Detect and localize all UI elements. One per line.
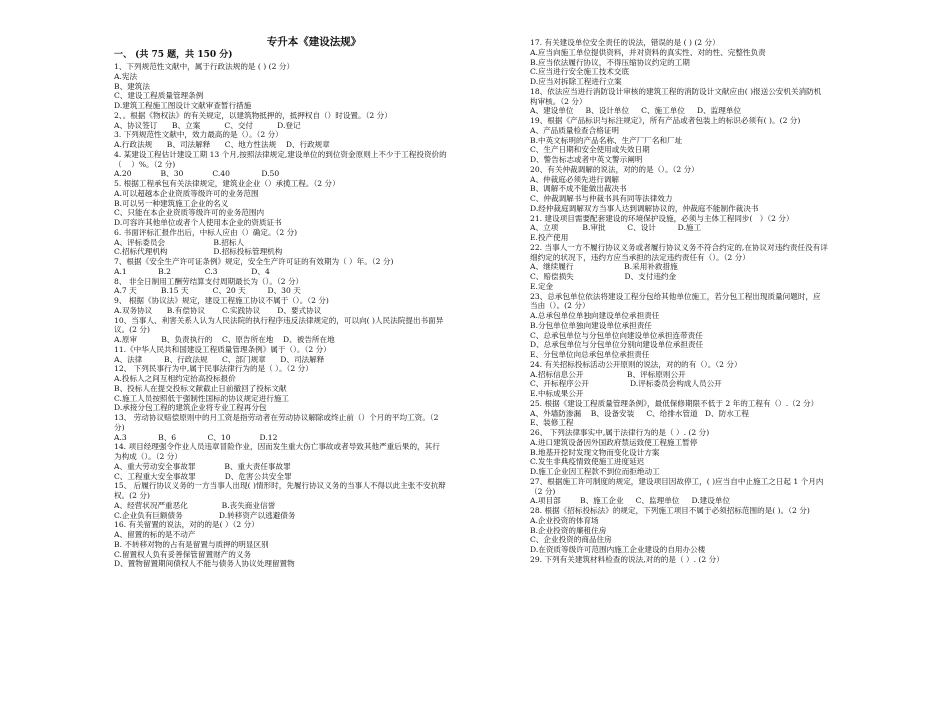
question-line: 构审核。（2 分）	[530, 96, 587, 106]
question-line: A.总承包单位单独向建设单位承担责任	[530, 311, 660, 320]
question-line: C、生产日期和安全使用或失效日期	[530, 145, 650, 155]
question-line: A.原审 B、负责执行的 C、原告所在地 D、被告所在地	[114, 335, 335, 344]
left-column	[114, 36, 514, 569]
question-line: B、调解不成不能做出裁决书	[530, 184, 627, 194]
question-line: 11.《中华人民共和国建设工程质量管理条例》属于（）。（2 分）	[114, 344, 331, 354]
question-line: C.招标代理机构 D.招标投标管理机构	[114, 247, 283, 257]
question-line: C.留置权人负有妥善保管留置财产的义务	[114, 549, 252, 559]
question-line: D.经仲裁庭调解双方当事人达到调解协议的，仲裁庭不能制作裁决书	[530, 203, 759, 213]
question-line: D.应当对拆除工程进行立案	[530, 77, 622, 86]
question-line: D.承接分包工程的建筑企业将专业工程再分包	[114, 403, 267, 413]
question-line: 8、 非全日制用工酬劳结算支付周期最长为（）。（2 分）	[114, 276, 304, 286]
question-line: C.应当进行安全施工技术交底	[530, 67, 630, 77]
question-line: 6. 书面评标汇报作出后，中标人应由（）确定。（2 分)	[114, 227, 298, 237]
question-line: B.中英文标明的产品名称、生产厂厂名和厂址	[530, 135, 683, 145]
question-line: 17. 有关建设单位安全责任的说法，错误的是 ( ) (2 分）	[530, 38, 720, 47]
question-line: D.在资质等级许可范围内施工企业建设的自用办公楼	[530, 545, 706, 554]
question-line: A、留置的标的是不动产	[114, 530, 196, 539]
question-line: 7、根据《安全生产许可证条例》规定，安全生产许可证的有效期为（ ）年。（2 分)	[114, 257, 394, 266]
question-line: C、建设工程质量管理条例	[114, 91, 204, 101]
question-line: C、开标程序公开 D.评标委员会构成人员公开	[530, 379, 722, 389]
question-line: A、重大劳动安全事故罪 B、重大责任事故罪	[114, 461, 291, 471]
question-line: C、仲裁调解书与仲裁书具有同等法律效力	[530, 194, 673, 203]
question-line: A、法律 B、行政法规 C、部门规章 D、司法解释	[114, 354, 325, 364]
right-column	[530, 38, 928, 565]
question-line: E.定金	[530, 281, 554, 291]
question-line: B.分包单位单独向建设单位承担责任	[530, 320, 652, 330]
question-line: 25. 根据《建设工程质量管理条例》，最低保修期限不低于 2 年的工程有（）.（2 分）	[530, 398, 819, 408]
right-question-list	[530, 38, 928, 565]
question-line: 24. 有关招标投标活动公开原则的说法，对的的有（）。（2 分）	[530, 359, 742, 369]
question-line: 19、根据《产品标识与标注规定》，所有产品或者包装上的标识必须有( )。(2 分)	[530, 116, 801, 125]
question-line: C.发生非典疫情致使施工进度延迟	[530, 457, 645, 467]
question-line: A.3 B、6 C、10 D.12	[114, 432, 278, 442]
question-line: 2、。根据《物权法》的有关规定，以建筑物抵押的，抵押权自（）时设置。（2 分）	[114, 110, 392, 120]
question-line: 29. 下列有关建筑材料检查的说法,对的的是（ ）. (2 分）	[530, 554, 724, 564]
question-line: E.投产使用	[530, 233, 569, 242]
question-line: 16. 有关留置的说法，对的的是( ）（2 分）	[114, 520, 259, 530]
question-line: 权。(2 分)	[114, 491, 150, 500]
question-line: D、总承包单位与分包单位分别向建设单位承担责任	[530, 340, 704, 350]
question-line: A、仲裁庭必须先进行调解	[530, 174, 620, 184]
section-heading: 一、 (共 75 题，共 150 分)	[114, 50, 233, 60]
question-line: 10、当事人、利害关系人认为人民法院的执行程序违反法律规定的，可以向( )人民法院提出书面异	[114, 315, 444, 325]
question-line: A.1 B.2 C.3 D、4	[114, 266, 270, 276]
question-line: B.可以另一种建筑施工企业的名义	[114, 198, 229, 208]
question-line: B、建筑法	[114, 81, 150, 91]
question-line: E、分包单位向总承包单位承担责任	[530, 350, 650, 359]
question-line: B.地基开挖时发现文物而变化设计方案	[530, 447, 660, 457]
question-line: A、协议签订 B、立案 C、交付 D.登记	[114, 120, 301, 130]
question-line: 15、 后履行协议义务的一方当事人出现( )情形时，先履行协议义务的当事人不得以此主张不安抗辩	[114, 481, 446, 491]
question-line: 27、根据施工许可制度的规定，建设项目因故停工，( )应当自中止施工之日起 1 个月内	[530, 476, 824, 486]
question-line: 细约定的状况下，违约方应当承担的法定违约责任有（）。（2 分）	[530, 252, 750, 262]
question-line: A.企业投资的体育场	[530, 515, 599, 525]
left-question-list	[114, 62, 514, 569]
question-line: 14. 项目经理强令作业人员违章冒险作业，因而发生重大伤亡事故或者导致其他严重后果的，其行	[114, 442, 440, 452]
question-line: A.20 B、30 C.40 D.50	[114, 169, 280, 179]
question-line: 4. 某建设工程估计建设工期 13 个月,按照法律规定,建设单位的到位资金原则上不少于工程投资价的	[114, 149, 447, 159]
question-line: A、外墙防渗漏 B、设备安装 C、给排水管道 D、防水工程	[530, 408, 749, 418]
question-line: C、赔偿损失 D、支付违约金	[530, 272, 677, 281]
question-line: 26、 下列法律事实中,属于法律行为的是（ ）. (2 分)	[530, 428, 710, 437]
question-line: A.应当向施工单位提供资料，并对资料的真实性、对的性、完整性负责	[530, 47, 766, 57]
question-line: 28. 根据《招标投标法》的规定，下列施工项目不属于必须招标范围的是( )。（2 分)	[530, 506, 810, 515]
question-line: A、建设单位 B、设计单位 C、施工单位 D、监理单位	[530, 106, 742, 116]
question-line: 13、 劳动协议赔偿原则中的月工资是指劳动者在劳动协议解除或终止前（）个月的平均工资。（2	[114, 413, 439, 422]
question-line: 9、 根据《协议法》规定，建设工程施工协议不属于（）。（2 分)	[114, 296, 329, 305]
question-line: A.宪法	[114, 71, 138, 81]
question-line: B.应当依法履行协议，不得压缩协议约定的工期	[530, 57, 690, 67]
question-line: D.建筑工程施工图设计文献审查暂行措施	[114, 101, 252, 110]
question-line: 23、总承包单位依法将建设工程分包给其他单位施工，若分包工程出现质量问题时，应	[530, 291, 821, 301]
question-line: A.双务协议 B.有偿协议 C.实践协议 D、要式协议	[114, 305, 322, 315]
question-line: D、警告标志或者中英文警示阐明	[530, 155, 643, 164]
question-line: E.中标成果公开	[530, 389, 584, 398]
question-line: A、经营状况严重恶化 B.丧失商业信誉	[114, 500, 276, 510]
question-line: A.招标信息公开 B、评标原则公开	[530, 369, 686, 379]
question-line: A.行政法规 B、司法解释 C、地方性法规 D、行政规章	[114, 140, 330, 149]
question-line: 21. 建设项目需要配套建设的环境保护设施，必须与主体工程同步( ）（2 分）	[530, 213, 794, 223]
question-line: C.施工人员按照低于强制性国标的协议规定进行施工	[114, 393, 290, 403]
question-line: C、只能在本企业资质等级许可的业务范围内	[114, 208, 265, 218]
question-line: B.企业投资的廉租住房	[530, 525, 607, 535]
question-line: A、继续履行 B.采用补救措施	[530, 262, 678, 272]
question-line: 3. 下列规范性文献中，效力最高的是（）。（2 分）	[114, 130, 283, 140]
question-line: C、总承包单位与分包单位向建设单位承担连带责任	[530, 330, 703, 340]
question-line: 为构成（）。（2 分）	[114, 452, 182, 461]
question-line: 当由（）。(2 分）	[530, 301, 590, 311]
question-line: A.项目部 B、施工企业 C、监理单位 D.建设单位	[530, 496, 731, 506]
question-line: （ ）%。（2 分)	[114, 159, 176, 169]
question-line: 5. 根据工程承包有关法律规定，建筑业企业（）承揽工程。（2 分）	[114, 179, 340, 188]
question-line: A.投标人之间互相约定抬高投标报价	[114, 374, 236, 383]
question-line: A、产品质量检查合格证明	[530, 125, 620, 135]
question-line: 20、有关仲裁调解的说法，对的的是（）。（2 分）	[530, 164, 699, 174]
question-line: 18、依法应当进行消防设计审核的建筑工程的消防设计文献应由( )报送公安机关消防机	[530, 86, 822, 96]
question-line: D.可容许其他单位或者个人使用本企业的资质证书	[114, 218, 282, 227]
question-line: D、置物留置期间债权人不能与债务人协议处理留置物	[114, 559, 295, 569]
question-line: （2 分)	[530, 486, 556, 496]
question-line: A.可以超越本企业资质等级许可的业务范围	[114, 188, 259, 198]
question-line: D.施工企业因工程款不到位而拒绝动工	[530, 467, 660, 476]
question-line: A.7 天 B.15 天 C、20 天 D、30 天	[114, 286, 301, 296]
question-line: A.进口建筑设备因外国政府禁运致使工程施工暂停	[530, 437, 698, 447]
question-line: A、评标委员会 B.招标人	[114, 237, 245, 247]
question-line: A、立项 B.审批 C、设计 D.施工	[530, 223, 702, 233]
question-line: 1、下列规范性文献中，属于行政法规的是 ( ) (2 分）	[114, 62, 295, 71]
question-line: 22. 当事人一方不履行协议义务或者履行协议义务不符合约定的,在协议对违约责任没有详	[530, 242, 828, 252]
question-line: 分)	[114, 422, 125, 432]
question-line: B. 不转移对物的占有是留置与质押的明显区别	[114, 539, 269, 549]
question-line: E、装修工程	[530, 418, 574, 428]
question-line: C.企业负有巨额债务 D.转移资产以逃避债务	[114, 510, 296, 520]
question-line: 12、 下列民事行为中,属于民事法律行为的是（ ）。（2 分）	[114, 364, 313, 374]
question-line: 议。(2 分)	[114, 325, 150, 335]
question-line: C、工程重大安全事故罪 D、危害公共安全罪	[114, 471, 292, 481]
question-line: B、投标人在提交投标文献截止日前撤回了投标文献	[114, 383, 287, 393]
document-title: 专升本《建设法规》	[266, 36, 362, 48]
question-line: C、企业投资的商品住房	[530, 535, 612, 545]
